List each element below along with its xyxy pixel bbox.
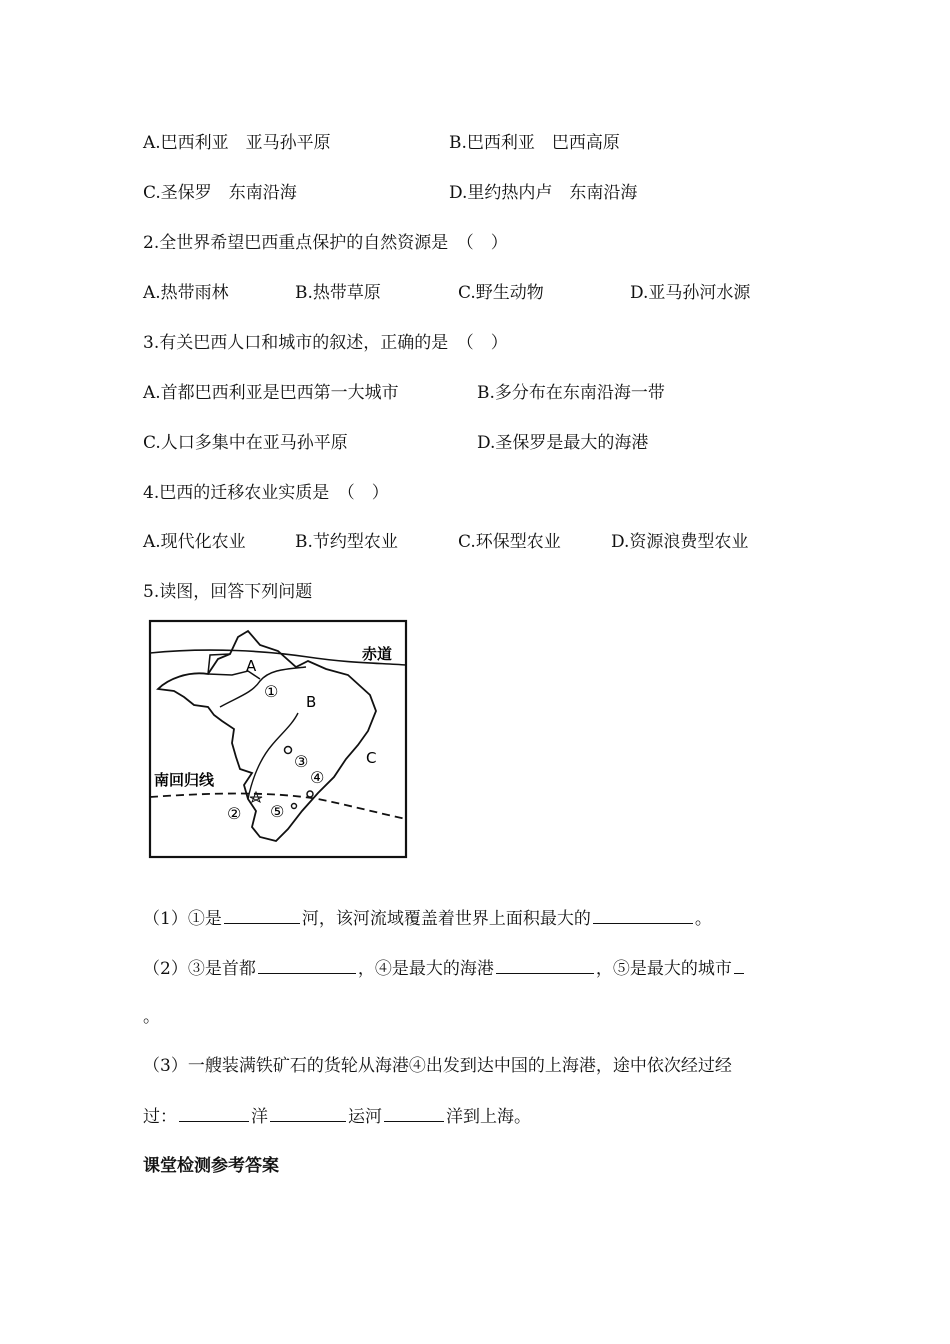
marker-2: ② — [227, 804, 242, 823]
q4-option-d: D.资源浪费型农业 — [611, 532, 749, 552]
tropic-label: 南回归线 — [154, 771, 215, 789]
q5-sub1-blank-1[interactable] — [224, 905, 300, 924]
region-c-label: C — [366, 749, 377, 767]
q5-sub1 — [143, 905, 712, 931]
q5-sub2 — [143, 955, 746, 981]
q5-sub1-part1: （1）①是 — [143, 909, 222, 929]
q2-option-b: B.热带草原 — [295, 283, 381, 303]
marker-1: ① — [264, 682, 279, 701]
q5-sub3-part3: 运河 — [348, 1107, 382, 1127]
q5-sub2-end: 。 — [143, 1007, 160, 1027]
q5-sub2-part2: ，④是最大的海港 — [357, 959, 494, 979]
q5-sub1-part2: 河，该河流域覆盖着世界上面积最大的 — [301, 909, 591, 929]
q1-option-a: A.巴西利亚 亚马孙平原 — [143, 133, 331, 153]
q2-option-c: C.野生动物 — [458, 283, 544, 303]
equator-label: 赤道 — [362, 645, 393, 663]
q4-stem: 4.巴西的迁移农业实质是 （ ） — [143, 483, 389, 503]
q5-sub2-blank-3[interactable] — [734, 955, 744, 974]
q2-option-d: D.亚马孙河水源 — [630, 283, 751, 303]
q5-sub3-blank-3[interactable] — [384, 1103, 444, 1122]
q5-stem: 5.读图，回答下列问题 — [143, 582, 313, 602]
q5-sub3-line1: （3）一艘装满铁矿石的货轮从海港④出发到达中国的上海港，途中依次经过经 — [143, 1056, 732, 1076]
q4-option-a: A.现代化农业 — [143, 532, 246, 552]
q1-option-d: D.里约热内卢 东南沿海 — [449, 183, 638, 203]
q5-sub3-line2 — [143, 1103, 531, 1129]
q3-option-a: A.首都巴西利亚是巴西第一大城市 — [143, 383, 399, 403]
brazil-map — [148, 619, 408, 859]
q5-sub2-blank-1[interactable] — [258, 955, 356, 974]
region-a-label: A — [246, 657, 257, 675]
answers-heading: 课堂检测参考答案 — [143, 1156, 279, 1176]
q2-stem: 2.全世界希望巴西重点保护的自然资源是 （ ） — [143, 233, 508, 253]
marker-5: ⑤ — [270, 802, 285, 821]
q4-option-c: C.环保型农业 — [458, 532, 561, 552]
q5-sub3-part1: 过： — [143, 1107, 177, 1127]
q5-sub3-blank-2[interactable] — [270, 1103, 346, 1122]
q3-option-d: D.圣保罗是最大的海港 — [477, 433, 649, 453]
q5-sub2-blank-2[interactable] — [496, 955, 594, 974]
q3-option-b: B.多分布在东南沿海一带 — [477, 383, 665, 403]
q1-option-c: C.圣保罗 东南沿海 — [143, 183, 297, 203]
marker-3: ③ — [294, 752, 309, 771]
q1-option-b: B.巴西利亚 巴西高原 — [449, 133, 620, 153]
q4-option-b: B.节约型农业 — [295, 532, 398, 552]
q5-sub1-part3: 。 — [694, 909, 712, 929]
region-b-label: B — [306, 693, 317, 711]
q5-sub3-part2: 洋 — [251, 1107, 268, 1127]
q3-stem: 3.有关巴西人口和城市的叙述，正确的是 （ ） — [143, 333, 508, 353]
q3-option-c: C.人口多集中在亚马孙平原 — [143, 433, 348, 453]
q5-sub1-blank-2[interactable] — [593, 905, 693, 924]
q5-sub2-part3: ，⑤是最大的城市 — [595, 959, 732, 979]
q5-sub3-blank-1[interactable] — [179, 1103, 249, 1122]
marker-4: ④ — [310, 768, 325, 787]
q5-sub2-part1: （2）③是首都 — [143, 959, 256, 979]
q2-option-a: A.热带雨林 — [143, 283, 229, 303]
q5-sub3-part4: 洋到上海。 — [446, 1107, 531, 1127]
